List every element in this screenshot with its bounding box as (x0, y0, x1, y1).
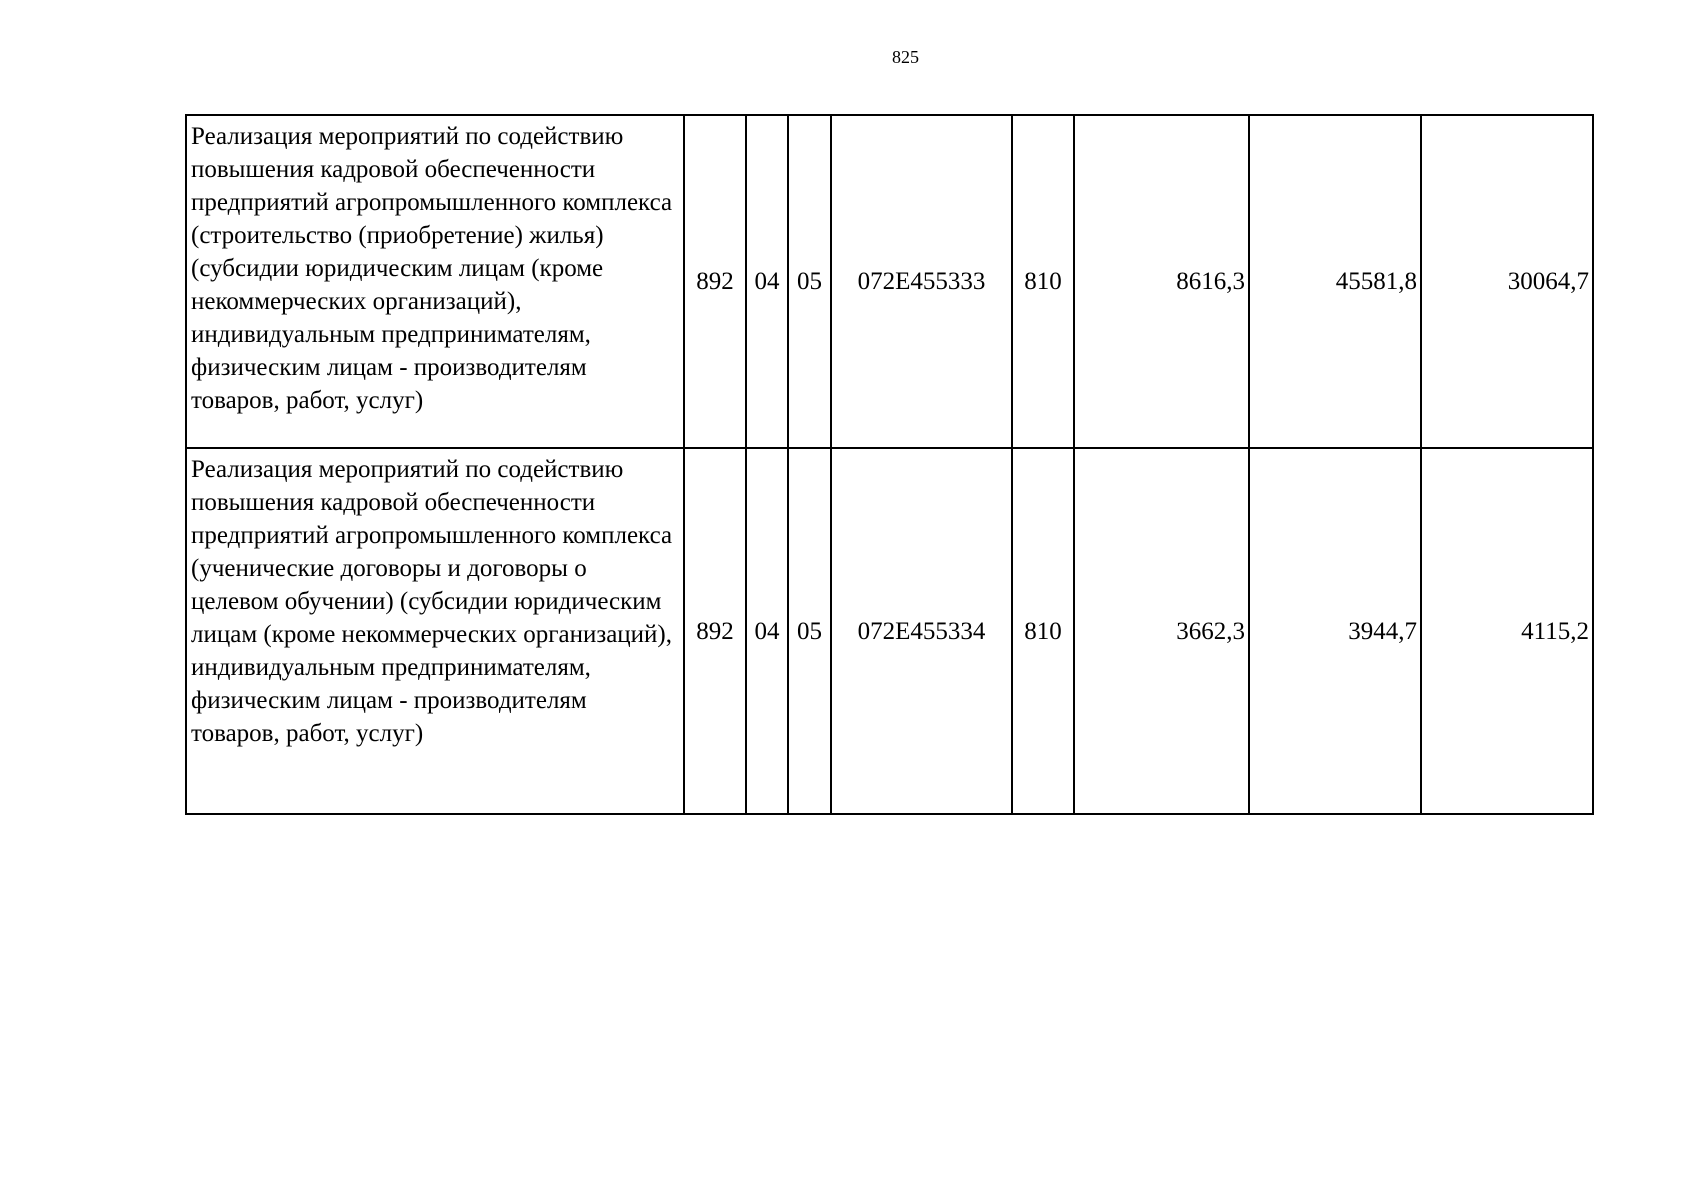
page-number: 825 (892, 47, 919, 67)
amount-2: 3944,7 (1249, 448, 1421, 814)
amount-3: 4115,2 (1421, 448, 1593, 814)
ministry-code: 892 (684, 448, 746, 814)
section-code: 04 (746, 115, 788, 448)
row-description: Реализация мероприятий по содействию повышения кадровой обеспеченности предприятий агропромышленного комплекса (ученические договоры и договоры о целевом обучении) (субсидии юридическим лицам (кроме некоммерческих организаций), индивидуальным предпринимателям, физическим лицам - производителям товаров, работ, услуг) (186, 448, 684, 814)
expense-type-code: 810 (1012, 448, 1074, 814)
target-article-code: 072E455333 (831, 115, 1012, 448)
amount-1: 8616,3 (1074, 115, 1249, 448)
subsection-code: 05 (788, 115, 831, 448)
amount-3: 30064,7 (1421, 115, 1593, 448)
section-code: 04 (746, 448, 788, 814)
target-article-code: 072E455334 (831, 448, 1012, 814)
ministry-code: 892 (684, 115, 746, 448)
table-row (186, 115, 1593, 448)
amount-1: 3662,3 (1074, 448, 1249, 814)
subsection-code: 05 (788, 448, 831, 814)
table-row (186, 448, 1593, 814)
expense-type-code: 810 (1012, 115, 1074, 448)
amount-2: 45581,8 (1249, 115, 1421, 448)
budget-table (185, 114, 1594, 815)
row-description: Реализация мероприятий по содействию повышения кадровой обеспеченности предприятий агропромышленного комплекса (строительство (приобретение) жилья) (субсидии юридическим лицам (кроме некоммерческих организаций), индивидуальным предпринимателям, физическим лицам - производителям товаров, работ, услуг) (186, 115, 684, 448)
